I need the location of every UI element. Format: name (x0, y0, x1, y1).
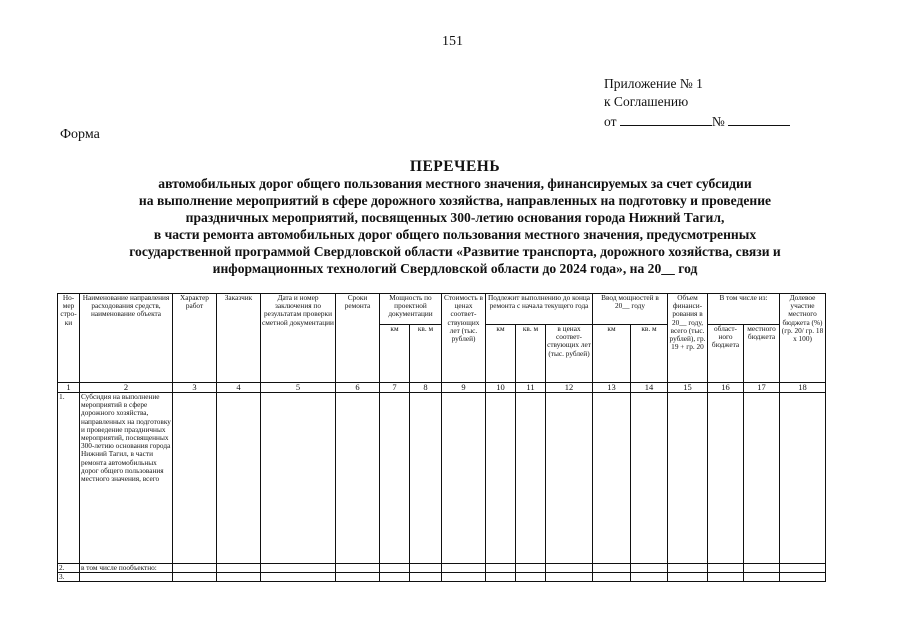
cell (546, 573, 593, 582)
cell (668, 573, 708, 582)
cell (593, 573, 631, 582)
cell (217, 564, 261, 573)
column-number: 3 (173, 383, 217, 393)
cell (486, 573, 516, 582)
column-number: 16 (708, 383, 744, 393)
header-sq-m: кв. м (410, 325, 442, 383)
column-number: 10 (486, 383, 516, 393)
header-direction: Наименование направления расходования средств, наименование объекта (80, 294, 173, 383)
header-conclusion: Дата и номер заключения по результатам проверки сметной документации (261, 294, 336, 383)
appendix-date-line (604, 111, 790, 131)
title-line: государственной программой Свердловской области «Развитие транспорта, дорожного хозяйства, связи и (129, 244, 781, 259)
title-line: праздничных мероприятий, посвященных 300-летию основания города Нижний Тагил, (185, 210, 725, 225)
cell (380, 564, 410, 573)
cell (261, 564, 336, 573)
cell (380, 573, 410, 582)
cell (593, 564, 631, 573)
appendix-title: Приложение № 1 (604, 76, 703, 91)
column-number: 13 (593, 383, 631, 393)
cell (744, 393, 780, 564)
cell (442, 564, 486, 573)
header-regional-budget: област-ного бюджета (708, 325, 744, 383)
header-cost: Стоимость в ценах соответ-ствующих лет (тыс. рублей) (442, 294, 486, 383)
table-row (58, 564, 826, 573)
header-km: км (486, 325, 516, 383)
cell (173, 564, 217, 573)
cell (442, 393, 486, 564)
row-number: 1. (58, 393, 80, 564)
column-numbers-row (58, 383, 826, 393)
header-prices-years: в ценах соответ-ствующих лет (тыс. рублей) (546, 325, 593, 383)
cell (261, 573, 336, 582)
row-name: в том числе пообъектно: (80, 564, 173, 573)
date-blank (620, 111, 712, 126)
cell (516, 573, 546, 582)
header-work-type: Характер работ (173, 294, 217, 383)
header-row-no: Но-мер стро-ки (58, 294, 80, 383)
header-including: В том числе из: (708, 294, 780, 325)
row-name: Субсидия на выполнение мероприятий в сфере дорожного хозяйства, направленных на подготовку и проведение праздничных мероприятий, посвященных 300-летию основания города Нижний Тагил, в части ремонта автомобильных дорог общего пользования местного значения, всего (80, 393, 173, 564)
column-number: 9 (442, 383, 486, 393)
column-number: 15 (668, 383, 708, 393)
column-number: 6 (336, 383, 380, 393)
cell (631, 564, 668, 573)
header-capacity-design: Мощность по проектной документации (380, 294, 442, 325)
cell (380, 393, 410, 564)
column-number: 2 (80, 383, 173, 393)
cell (668, 564, 708, 573)
cell (744, 564, 780, 573)
cell (516, 393, 546, 564)
number-blank (728, 111, 790, 126)
table-row (58, 573, 826, 582)
cell (780, 573, 826, 582)
cell (217, 573, 261, 582)
table-row (58, 393, 826, 564)
cell (780, 393, 826, 564)
row-number: 3. (58, 573, 80, 582)
row-name (80, 573, 173, 582)
cell (593, 393, 631, 564)
column-number: 11 (516, 383, 546, 393)
cell (708, 573, 744, 582)
form-label: Форма (60, 127, 100, 142)
cell (336, 393, 380, 564)
cell (546, 393, 593, 564)
roads-table (57, 293, 826, 582)
cell (668, 393, 708, 564)
header-financing-volume: Объем финанси-рования в 20__ году, всего (тыс. рублей), гр. 19 + гр. 20 (668, 294, 708, 383)
title-line: в части ремонта автомобильных дорог общего пользования местного значения, предусмотренных (153, 227, 757, 242)
cell (631, 393, 668, 564)
cell (261, 393, 336, 564)
column-number: 4 (217, 383, 261, 393)
header-sq-m: кв. м (516, 325, 546, 383)
cell (336, 564, 380, 573)
column-number: 8 (410, 383, 442, 393)
header-repair-terms: Сроки ремонта (336, 294, 380, 383)
appendix-from-label: от (604, 114, 617, 129)
cell (217, 393, 261, 564)
header-customer: Заказчик (217, 294, 261, 383)
column-number: 17 (744, 383, 780, 393)
cell (336, 573, 380, 582)
cell (631, 573, 668, 582)
appendix-block (604, 75, 790, 131)
header-km: км (593, 325, 631, 383)
cell (708, 393, 744, 564)
cell (410, 564, 442, 573)
header-row-1 (58, 294, 826, 325)
title-line: информационных технологий Свердловской области до 2024 года», на 20__ год (212, 261, 698, 276)
row-number: 2. (58, 564, 80, 573)
column-number: 5 (261, 383, 336, 393)
page-number: 151 (442, 34, 463, 49)
roads-table-wrapper (57, 293, 826, 582)
cell (780, 564, 826, 573)
cell (486, 393, 516, 564)
header-local-share: Долевое участие местного бюджета (%) (гр. 20/ гр. 18 x 100) (780, 294, 826, 383)
cell (516, 564, 546, 573)
appendix-agreement: к Соглашению (604, 94, 689, 109)
title-line: автомобильных дорог общего пользования местного значения, финансируемых за счет субсидии (158, 176, 752, 191)
cell (708, 564, 744, 573)
column-number: 7 (380, 383, 410, 393)
cell (173, 393, 217, 564)
column-number: 12 (546, 383, 593, 393)
cell (410, 393, 442, 564)
header-sq-m: кв. м (631, 325, 668, 383)
cell (442, 573, 486, 582)
header-km: км (380, 325, 410, 383)
appendix-number-label: № (711, 114, 725, 129)
header-commissioning: Ввод мощностей в 20__ году (593, 294, 668, 325)
document-title (60, 158, 850, 277)
column-number: 14 (631, 383, 668, 393)
header-to-do: Подлежит выполнению до конца ремонта с начала текущего года (486, 294, 593, 325)
cell (744, 573, 780, 582)
cell (173, 573, 217, 582)
cell (546, 564, 593, 573)
cell (486, 564, 516, 573)
column-number: 1 (58, 383, 80, 393)
cell (410, 573, 442, 582)
title-heading: ПЕРЕЧЕНЬ (409, 158, 501, 175)
title-line: на выполнение мероприятий в сфере дорожного хозяйства, направленных на подготовку и проведение (138, 193, 772, 208)
header-local-budget: местного бюджета (744, 325, 780, 383)
column-number: 18 (780, 383, 826, 393)
